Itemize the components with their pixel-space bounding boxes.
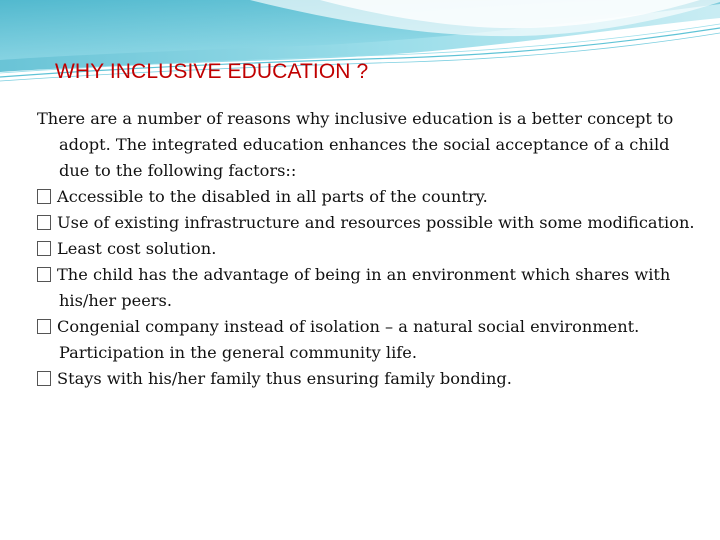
missing-glyph-box-icon (37, 319, 51, 334)
bullet-item (37, 210, 697, 236)
missing-glyph-box-icon (37, 241, 51, 256)
bullet-item (37, 184, 697, 210)
missing-glyph-box-icon (37, 371, 51, 386)
bullet-text: Stays with his/her family thus ensuring family bonding. (57, 369, 512, 388)
bullet-item (37, 314, 697, 366)
bullet-text: Accessible to the disabled in all parts of the country. (57, 187, 488, 206)
slide-body (37, 106, 697, 392)
bullet-text: Use of existing infrastructure and resources possible with some modification. (57, 213, 695, 232)
intro-paragraph: There are a number of reasons why inclusive education is a better concept to adopt. The integrated education enhances the social acceptance of a child due to the following factors:: (37, 109, 674, 180)
missing-glyph-box-icon (37, 267, 51, 282)
missing-glyph-box-icon (37, 189, 51, 204)
bullet-text: Congenial company instead of isolation – a natural social environment. Participation in the general community life. (57, 317, 640, 362)
bullet-text: The child has the advantage of being in an environment which shares with his/her peers. (57, 265, 671, 310)
bullet-item (37, 366, 697, 392)
bullet-text: Least cost solution. (57, 239, 217, 258)
bullet-item (37, 236, 697, 262)
missing-glyph-box-icon (37, 215, 51, 230)
slide-title: WHY INCLUSIVE EDUCATION ? (55, 60, 369, 83)
bullet-item (37, 262, 697, 314)
